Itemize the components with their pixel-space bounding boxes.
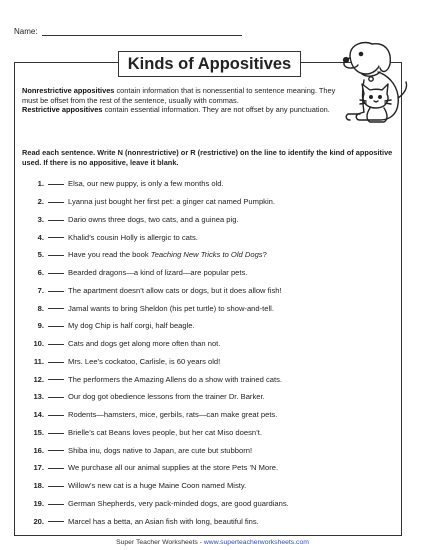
exercise-item-1 <box>22 175 402 193</box>
item-number: 2. <box>37 197 44 207</box>
exercise-item-17 <box>22 459 402 477</box>
footer-url-link[interactable]: www.superteacherworksheets.com <box>203 539 309 546</box>
item-sentence: Dario owns three dogs, two cats, and a guinea pig. <box>68 214 239 224</box>
exercise-item-15 <box>22 424 402 442</box>
answer-blank[interactable] <box>48 462 64 469</box>
exercise-item-16 <box>22 441 402 459</box>
item-sentence: Our dog got obedience lessons from the trainer Dr. Barker. <box>68 392 265 402</box>
item-sentence: My dog Chip is half corgi, half beagle. <box>68 321 195 331</box>
book-title: Teaching New Tricks to Old Dogs <box>150 250 263 260</box>
item-number: 1. <box>37 179 44 189</box>
item-number: 5. <box>37 250 44 260</box>
intro-definitions <box>22 86 338 115</box>
item-number: 11. <box>33 356 44 366</box>
item-number: 19. <box>33 498 44 508</box>
answer-blank[interactable] <box>48 196 64 203</box>
exercise-item-20 <box>22 512 402 530</box>
nonrestrictive-term: Nonrestrictive appositives <box>22 86 115 95</box>
footer-separator: - <box>197 539 204 546</box>
item-number: 3. <box>37 214 44 224</box>
exercise-item-14 <box>22 406 402 424</box>
instructions: Read each sentence. Write N (nonrestrictive) or R (restrictive) on the line to identify the kind of appositive used. If there is no appositive, leave it blank. <box>22 148 393 167</box>
exercise-item-10 <box>22 335 402 353</box>
item-number: 4. <box>37 232 44 242</box>
answer-blank[interactable] <box>48 214 64 221</box>
item-sentence: Marcel has a betta, an Asian fish with long, beautiful fins. <box>68 516 259 526</box>
exercise-item-7 <box>22 282 402 300</box>
answer-blank[interactable] <box>48 391 64 398</box>
restrictive-definition <box>22 105 338 115</box>
item-sentence-before: Have you read the book <box>68 250 151 260</box>
item-sentence: Bearded dragons—a kind of lizard—are popular pets. <box>68 268 248 278</box>
answer-blank[interactable] <box>48 285 64 292</box>
item-sentence: Elsa, our new puppy, is only a few months old. <box>68 179 224 189</box>
exercise-item-5 <box>22 246 402 264</box>
exercise-item-12 <box>22 370 402 388</box>
item-sentence: German Shepherds, very pack-minded dogs, are good guardians. <box>68 498 289 508</box>
item-sentence: Cats and dogs get along more often than not. <box>68 339 221 349</box>
answer-blank[interactable] <box>48 373 64 380</box>
item-sentence: Shiba inu, dogs native to Japan, are cute but stubborn! <box>68 445 253 455</box>
item-number: 10. <box>33 339 44 349</box>
item-number: 13. <box>33 392 44 402</box>
exercise-list <box>22 175 402 530</box>
exercise-item-11 <box>22 353 402 371</box>
footer <box>0 539 425 546</box>
item-number: 15. <box>33 427 44 437</box>
answer-blank[interactable] <box>48 444 64 451</box>
item-sentence: Jamal wants to bring Sheldon (his pet turtle) to show-and-tell. <box>68 303 274 313</box>
answer-blank[interactable] <box>48 267 64 274</box>
name-field-line[interactable] <box>42 27 242 36</box>
answer-blank[interactable] <box>48 302 64 309</box>
item-sentence: The performers the Amazing Allens do a show with trained cats. <box>68 374 282 384</box>
item-number: 18. <box>33 481 44 491</box>
exercise-item-9 <box>22 317 402 335</box>
item-number: 20. <box>33 516 44 526</box>
answer-blank[interactable] <box>48 409 64 416</box>
answer-blank[interactable] <box>48 249 64 256</box>
item-sentence: We purchase all our animal supplies at the store Pets ’N More. <box>68 463 279 473</box>
exercise-item-8 <box>22 299 402 317</box>
item-sentence: Mrs. Lee’s cockatoo, Carlisle, is 60 years old! <box>68 356 221 366</box>
answer-blank[interactable] <box>48 480 64 487</box>
item-number: 12. <box>33 374 44 384</box>
item-number: 16. <box>33 445 44 455</box>
item-number: 17. <box>33 463 44 473</box>
item-sentence: The apartment doesn’t allow cats or dogs, but it does allow fish! <box>68 285 282 295</box>
nonrestrictive-definition <box>22 86 338 105</box>
exercise-item-18 <box>22 477 402 495</box>
item-number: 9. <box>37 321 44 331</box>
restrictive-term: Restrictive appositives <box>22 105 103 115</box>
footer-site-name: Super Teacher Worksheets <box>116 539 198 546</box>
item-sentence: Rodents—hamsters, mice, gerbils, rats—can make great pets. <box>68 410 278 420</box>
item-sentence <box>68 250 267 259</box>
item-sentence: Khalid’s cousin Holly is allergic to cats. <box>68 232 198 242</box>
exercise-item-13 <box>22 388 402 406</box>
answer-blank[interactable] <box>48 498 64 505</box>
item-sentence: Lyanna just bought her first pet: a ginger cat named Pumpkin. <box>68 197 275 207</box>
answer-blank[interactable] <box>48 515 64 522</box>
exercise-item-6 <box>22 264 402 282</box>
name-row <box>14 27 242 36</box>
item-number: 14. <box>33 410 44 420</box>
item-sentence-after: ? <box>262 250 267 260</box>
exercise-item-4 <box>22 228 402 246</box>
exercise-item-3 <box>22 211 402 229</box>
answer-blank[interactable] <box>48 178 64 185</box>
item-number: 7. <box>37 285 44 295</box>
item-sentence: Willow’s new cat is a huge Maine Coon named Misty. <box>68 481 247 491</box>
item-number: 8. <box>37 303 44 313</box>
title-box <box>118 51 301 77</box>
page-title: Kinds of Appositives <box>127 54 292 73</box>
item-sentence: Brielle’s cat Beans loves people, but her cat Miso doesn’t. <box>68 427 263 437</box>
nonrestrictive-text: contain information that is nonessential to sentence meaning. They must be offset from the rest of the sentence, usually with commas. <box>22 86 336 105</box>
answer-blank[interactable] <box>48 356 64 363</box>
answer-blank[interactable] <box>48 231 64 238</box>
item-number: 6. <box>37 268 44 278</box>
restrictive-text: contain essential information. They are not offset by any punctuation. <box>102 105 330 115</box>
exercise-item-2 <box>22 193 402 211</box>
answer-blank[interactable] <box>48 338 64 345</box>
exercise-item-19 <box>22 495 402 513</box>
answer-blank[interactable] <box>48 427 64 434</box>
answer-blank[interactable] <box>48 320 64 327</box>
name-label: Name: <box>14 27 38 36</box>
